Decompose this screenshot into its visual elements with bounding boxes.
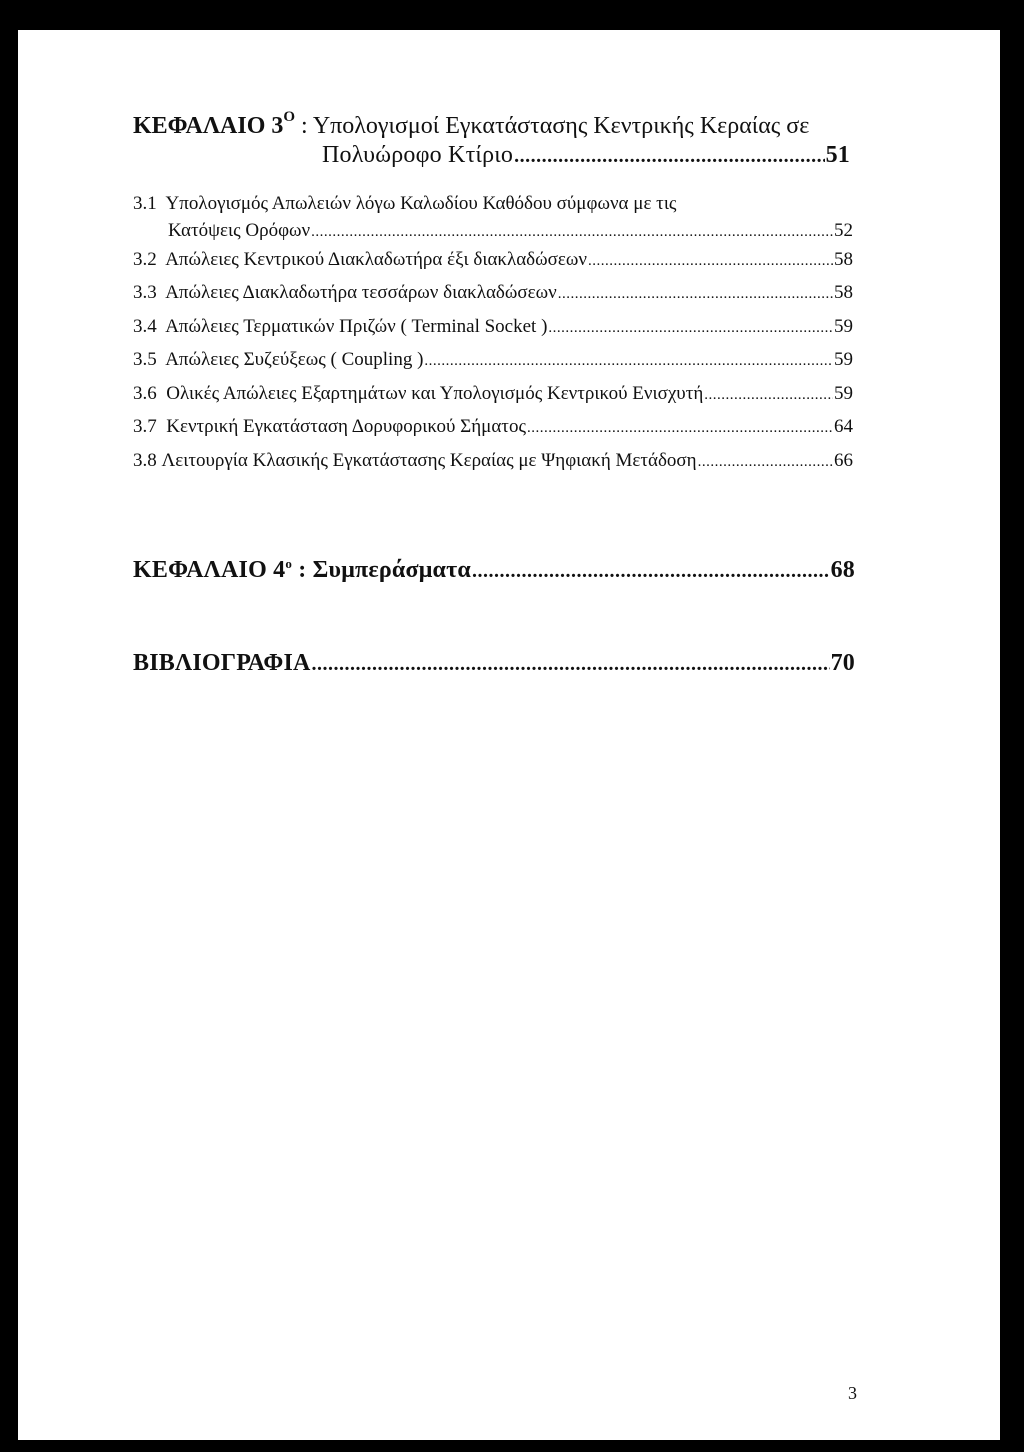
bibliography-title: ΒΙΒΛΙΟΓΡΑΦΙΑ	[133, 650, 311, 676]
toc-entry-text: Απώλειες Τερματικών Πριζών ( Terminal Socket )	[165, 316, 548, 337]
toc-entry-3-2	[133, 249, 853, 271]
toc-entry-text: Απώλειες Διακλαδωτήρα τεσσάρων διακλαδώσεων	[165, 282, 557, 303]
chapter-3-heading	[133, 109, 810, 140]
bibliography-leader	[312, 653, 830, 676]
toc-leader	[558, 286, 833, 303]
toc-entry-page: 66	[834, 450, 853, 471]
toc-leader	[698, 454, 833, 471]
toc-leader	[424, 353, 833, 370]
bibliography-heading	[133, 650, 855, 677]
toc-entry-text: Απώλειες Κεντρικού Διακλαδωτήρα έξι διακλαδώσεων	[165, 249, 587, 270]
toc-entry-3-3	[133, 282, 853, 304]
toc-entry-3-6	[133, 383, 853, 405]
bibliography-page: 70	[830, 650, 855, 676]
chapter-4-sup: ο	[285, 556, 293, 571]
toc-entry-number: 3.2	[133, 249, 157, 270]
toc-leader	[704, 387, 833, 404]
toc-entry-number: 3.1	[133, 193, 157, 214]
chapter-4-title: : Συμπεράσματα	[292, 557, 471, 583]
toc-leader	[548, 320, 833, 337]
toc-entry-text: Λειτουργία Κλασικής Εγκατάστασης Κεραίας με Ψηφιακή Μετάδοση	[161, 450, 697, 471]
page-number: 3	[848, 1383, 857, 1403]
chapter-3-title: : Υπολογισμοί Εγκατάστασης Κεντρικής Κεραίας σε	[295, 113, 810, 139]
toc-entry-3-1	[133, 193, 676, 215]
toc-leader	[311, 224, 833, 241]
toc-entry-page: 59	[834, 349, 853, 370]
toc-entry-page: 64	[834, 416, 853, 437]
chapter-3-sup: Ο	[283, 109, 296, 125]
toc-entry-page: 52	[834, 220, 853, 241]
chapter-3-leader	[514, 145, 824, 168]
chapter-3-page: 51	[825, 142, 850, 168]
toc-entry-text: Απώλειες Συζεύξεως ( Coupling )	[165, 349, 424, 370]
toc-entry-page: 59	[834, 316, 853, 337]
toc-entry-page: 58	[834, 282, 853, 303]
toc-entry-3-8	[133, 450, 853, 472]
toc-entry-text: Ολικές Απώλειες Εξαρτημάτων και Υπολογισμός Κεντρικού Ενισχυτή	[166, 383, 704, 404]
toc-entry-3-5	[133, 349, 853, 371]
toc-leader	[588, 253, 833, 270]
document-page	[18, 30, 1000, 1440]
toc-entry-number: 3.5	[133, 349, 157, 370]
chapter-4-page: 68	[830, 557, 855, 583]
toc-entry-number: 3.3	[133, 282, 157, 303]
toc-entry-text: Κατόψεις Ορόφων	[168, 220, 311, 241]
toc-entry-3-1-continuation	[168, 220, 853, 242]
toc-entry-number: 3.4	[133, 316, 157, 337]
chapter-4-heading	[133, 557, 855, 584]
chapter-3-title-continuation	[322, 142, 850, 169]
toc-entry-number: 3.6	[133, 383, 157, 404]
toc-entry-number: 3.7	[133, 416, 157, 437]
toc-leader	[527, 420, 833, 437]
toc-entry-page: 58	[834, 249, 853, 270]
toc-entry-page: 59	[834, 383, 853, 404]
toc-entry-3-4	[133, 316, 853, 338]
toc-entry-text: Υπολογισμός Απωλειών λόγω Καλωδίου Καθόδου σύμφωνα με τις	[165, 193, 677, 214]
toc-entry-text: Κεντρική Εγκατάσταση Δορυφορικού Σήματος	[166, 416, 526, 437]
toc-entry-number: 3.8	[133, 450, 157, 471]
toc-entry-3-7	[133, 416, 853, 438]
chapter-4-leader	[472, 560, 830, 583]
chapter-4-prefix: ΚΕΦΑΛΑΙΟ 4	[133, 557, 286, 583]
chapter-3-prefix: ΚΕΦΑΛΑΙΟ 3	[133, 113, 284, 139]
chapter-3-title-line2: Πολυώροφο Κτίριο	[322, 142, 514, 168]
